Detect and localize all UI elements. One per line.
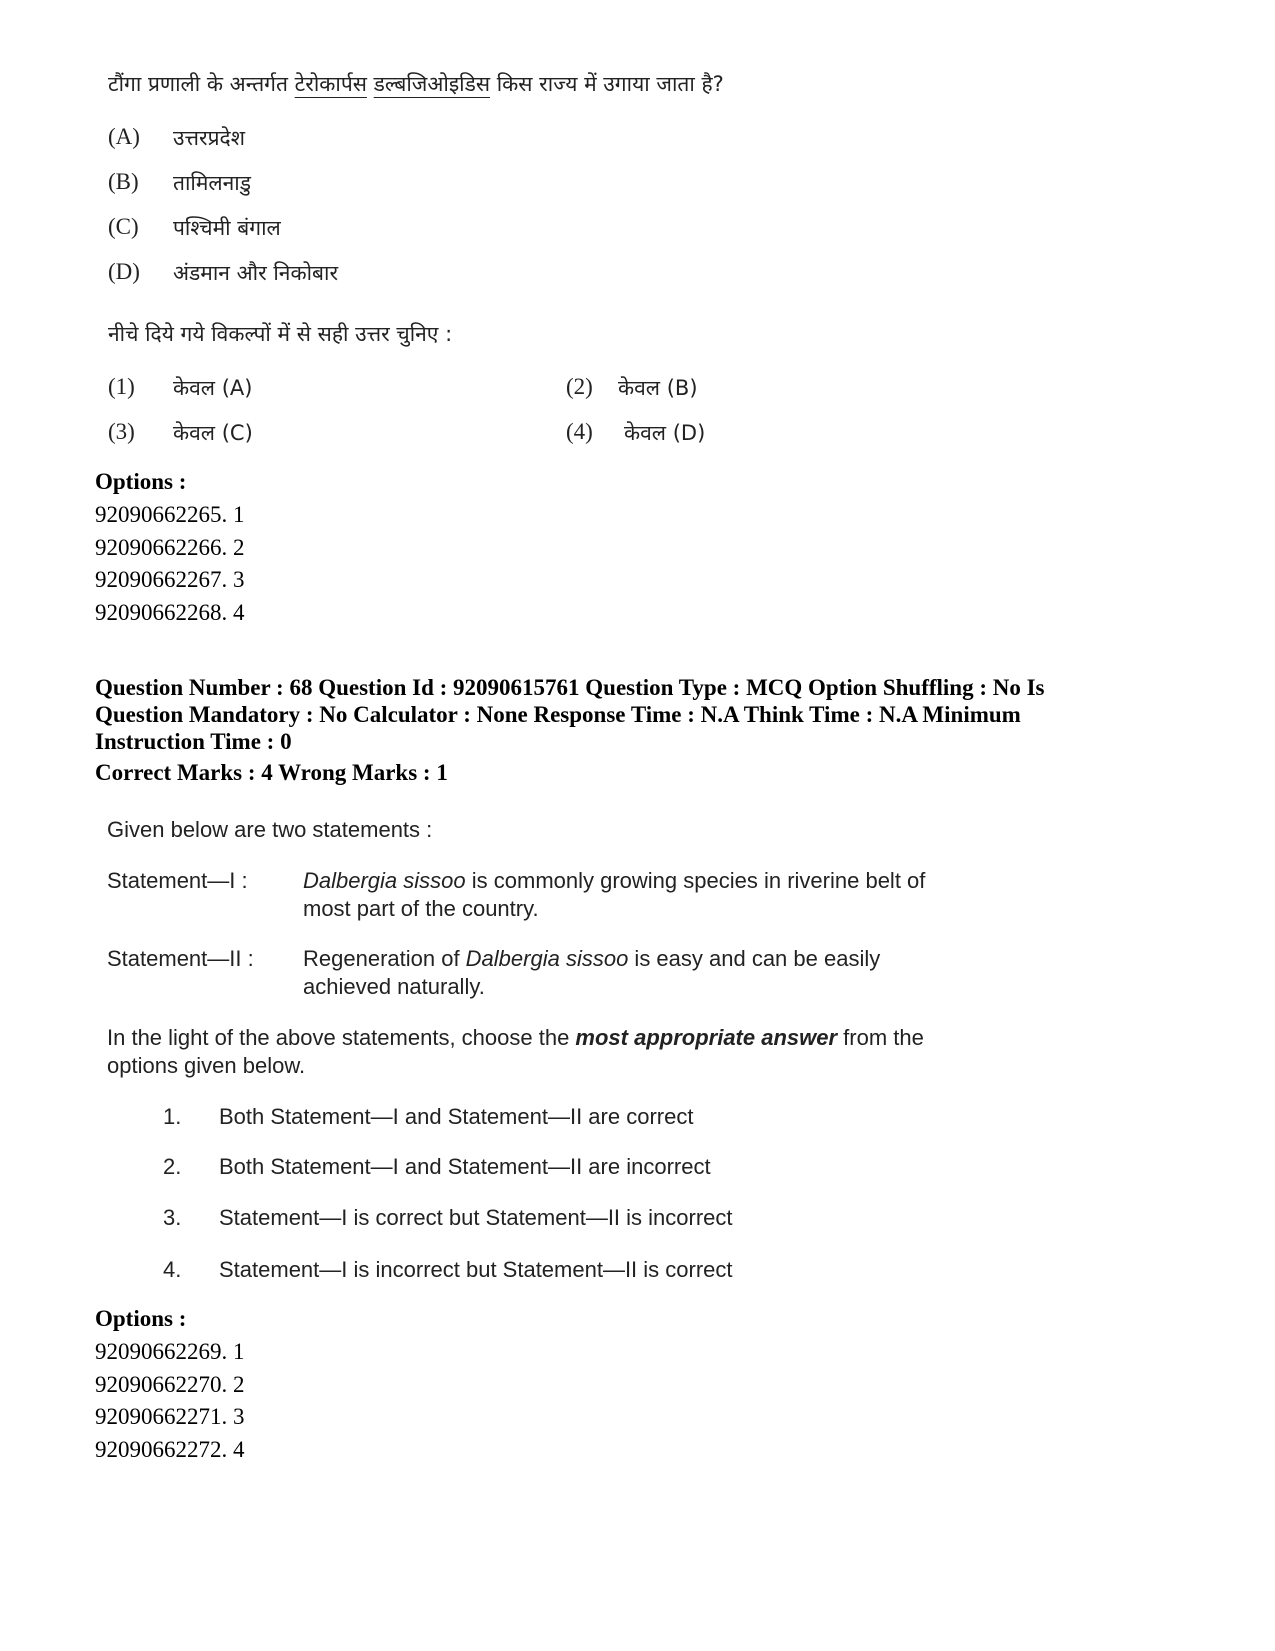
choice-number: 2. bbox=[163, 1154, 182, 1179]
statement-label: Statement—I : bbox=[107, 868, 248, 893]
choice-text: Both Statement—I and Statement—II are correct bbox=[219, 1104, 694, 1129]
question-marks: Correct Marks : 4 Wrong Marks : 1 bbox=[95, 760, 448, 785]
option-line: 92090662270. 2 bbox=[95, 1372, 245, 1397]
answer-text: केवल (D) bbox=[624, 421, 706, 445]
statement-2 bbox=[107, 945, 967, 1005]
hindi-answer-4 bbox=[566, 419, 866, 449]
english-choice-1 bbox=[163, 1103, 863, 1133]
choice-text: उत्तरप्रदेश bbox=[173, 126, 245, 150]
option-line: 92090662271. 3 bbox=[95, 1404, 245, 1429]
option-line: 92090662267. 3 bbox=[95, 567, 245, 592]
option-line: 92090662268. 4 bbox=[95, 600, 245, 625]
choice-text: अंडमान और निकोबार bbox=[173, 261, 339, 285]
choice-text: Statement—I is incorrect but Statement—II is correct bbox=[219, 1257, 733, 1282]
underlined-term-1: टेरोकार्पस bbox=[294, 72, 367, 96]
choice-label: (D) bbox=[108, 259, 140, 284]
choice-label: (B) bbox=[108, 169, 139, 194]
meta-line: Instruction Time : 0 bbox=[95, 729, 292, 754]
statement-label: Statement—II : bbox=[107, 946, 254, 971]
statements-intro: Given below are two statements : bbox=[107, 817, 433, 842]
instruction-start: In the light of the above statements, choose the bbox=[107, 1025, 576, 1050]
choice-text: Both Statement—I and Statement—II are incorrect bbox=[219, 1154, 711, 1179]
choice-text: Statement—I is correct but Statement—II is incorrect bbox=[219, 1205, 733, 1230]
hindi-question-text bbox=[108, 70, 724, 98]
answer-label: (4) bbox=[566, 419, 593, 444]
answer-text: केवल (C) bbox=[173, 421, 253, 445]
hindi-choice-a bbox=[108, 124, 508, 154]
choice-number: 4. bbox=[163, 1257, 182, 1282]
question-text-before: टौंगा प्रणाली के अन्तर्गत bbox=[108, 72, 288, 96]
english-choice-4 bbox=[163, 1256, 863, 1286]
option-line: 92090662265. 1 bbox=[95, 502, 245, 527]
statement-1 bbox=[107, 867, 967, 927]
choice-text: तामिलनाडु bbox=[173, 171, 251, 195]
statement-text bbox=[303, 867, 963, 923]
hindi-prompt: नीचे दिये गये विकल्पों में से सही उत्तर चुनिए : bbox=[108, 322, 453, 346]
choice-label: (C) bbox=[108, 214, 139, 239]
english-choice-3 bbox=[163, 1204, 863, 1234]
species-name: Dalbergia sissoo bbox=[465, 946, 629, 971]
answer-label: (2) bbox=[566, 374, 593, 399]
answer-text: केवल (A) bbox=[173, 376, 253, 400]
hindi-answer-3 bbox=[108, 419, 408, 449]
choice-label: (A) bbox=[108, 124, 140, 149]
choice-number: 1. bbox=[163, 1104, 182, 1129]
statement-start: Regeneration of bbox=[303, 946, 466, 971]
hindi-choice-d bbox=[108, 259, 508, 289]
option-line: 92090662272. 4 bbox=[95, 1437, 245, 1462]
answer-text: केवल (B) bbox=[618, 376, 698, 400]
instruction-end: from the options given below. bbox=[107, 1025, 924, 1078]
statement-rest: is commonly growing species in riverine belt of most part of the country. bbox=[303, 868, 926, 921]
answer-label: (1) bbox=[108, 374, 135, 399]
question-text-after: किस राज्य में उगाया जाता है? bbox=[496, 72, 724, 96]
hindi-answer-2 bbox=[566, 374, 866, 404]
hindi-choice-c bbox=[108, 214, 508, 244]
answer-label: (3) bbox=[108, 419, 135, 444]
underlined-term-2: डल्बजिओइडिस bbox=[373, 72, 491, 96]
options-title: Options : bbox=[95, 469, 187, 494]
hindi-answer-1 bbox=[108, 374, 408, 404]
species-name: Dalbergia sissoo bbox=[303, 868, 466, 893]
options-title: Options : bbox=[95, 1306, 187, 1331]
statement-rest: is easy and can be easily achieved naturally. bbox=[303, 946, 881, 999]
instruction-paragraph bbox=[107, 1024, 957, 1080]
meta-line: Question Mandatory : No Calculator : None Response Time : N.A Think Time : N.A Minimum bbox=[95, 702, 1021, 727]
statement-text bbox=[303, 945, 963, 1001]
choice-number: 3. bbox=[163, 1205, 182, 1230]
question-meta bbox=[95, 674, 1195, 755]
option-line: 92090662269. 1 bbox=[95, 1339, 245, 1364]
hindi-choice-b bbox=[108, 169, 508, 199]
instruction-emphasis: most appropriate answer bbox=[575, 1025, 838, 1050]
english-choice-2 bbox=[163, 1153, 863, 1183]
meta-line: Question Number : 68 Question Id : 92090615761 Question Type : MCQ Option Shuffling : No Is bbox=[95, 675, 1045, 700]
choice-text: पश्चिमी बंगाल bbox=[173, 216, 281, 240]
option-line: 92090662266. 2 bbox=[95, 535, 245, 560]
